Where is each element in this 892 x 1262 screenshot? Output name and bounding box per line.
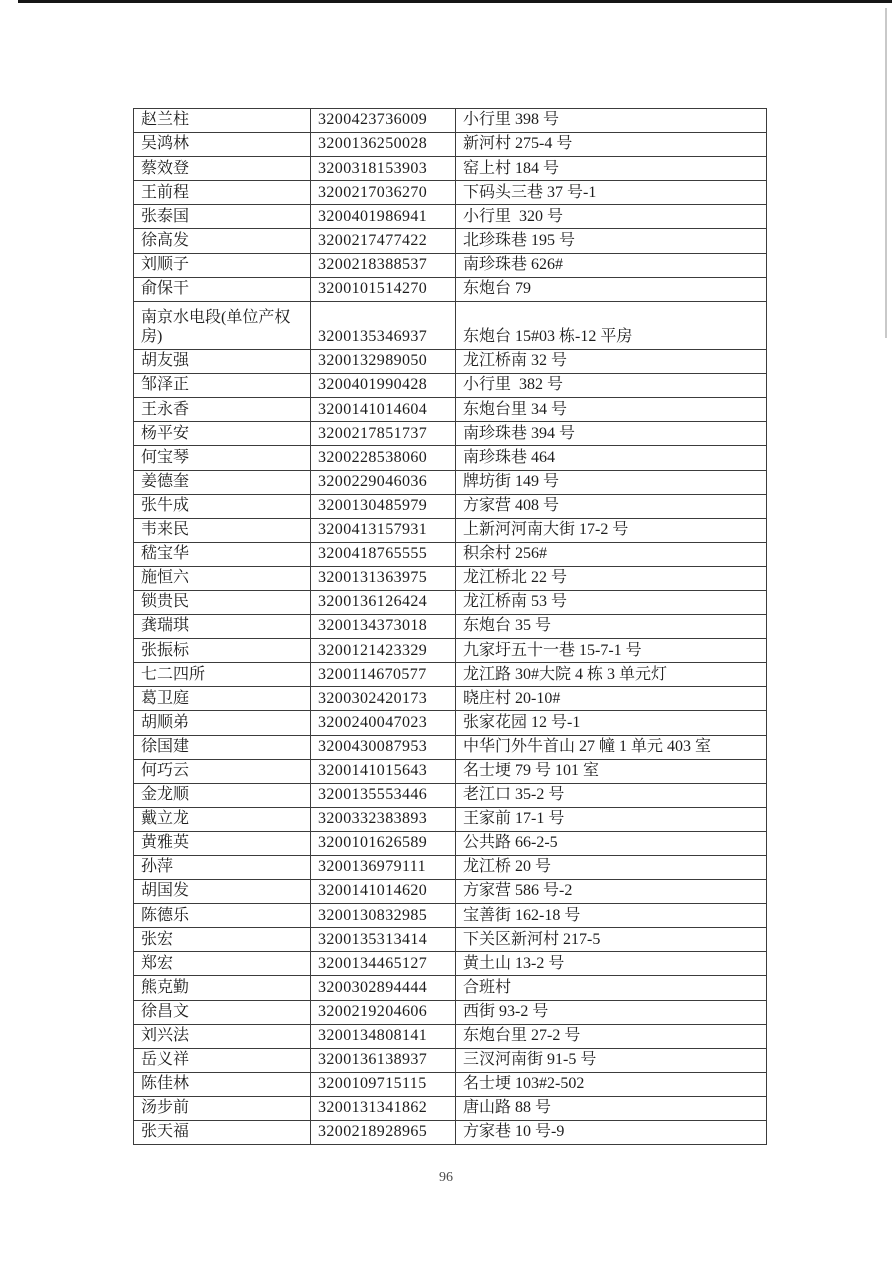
resident-address: 中华门外牛首山 27 幢 1 单元 403 室 — [456, 735, 767, 759]
resident-name: 张振标 — [134, 639, 311, 663]
resident-id: 3200131341862 — [311, 1096, 456, 1120]
resident-table-body — [134, 109, 767, 1145]
resident-id: 3200228538060 — [311, 446, 456, 470]
resident-name: 葛卫庭 — [134, 687, 311, 711]
table-row — [134, 374, 767, 398]
table-row — [134, 1096, 767, 1120]
resident-address: 小行里 320 号 — [456, 205, 767, 229]
resident-id: 3200332383893 — [311, 807, 456, 831]
table-row — [134, 590, 767, 614]
table-row — [134, 157, 767, 181]
table-row — [134, 831, 767, 855]
resident-id: 3200318153903 — [311, 157, 456, 181]
resident-name: 郑宏 — [134, 952, 311, 976]
table-row — [134, 277, 767, 301]
resident-id: 3200131363975 — [311, 566, 456, 590]
resident-name: 张泰国 — [134, 205, 311, 229]
resident-id: 3200219204606 — [311, 1000, 456, 1024]
table-row — [134, 639, 767, 663]
table-row — [134, 807, 767, 831]
resident-name: 嵇宝华 — [134, 542, 311, 566]
table-row — [134, 1072, 767, 1096]
resident-address: 积余村 256# — [456, 542, 767, 566]
table-row — [134, 928, 767, 952]
resident-name: 锁贵民 — [134, 590, 311, 614]
table-row — [134, 398, 767, 422]
resident-address: 名士埂 79 号 101 室 — [456, 759, 767, 783]
table-row — [134, 542, 767, 566]
resident-id: 3200413157931 — [311, 518, 456, 542]
resident-address: 下关区新河村 217-5 — [456, 928, 767, 952]
resident-id: 3200109715115 — [311, 1072, 456, 1096]
resident-name: 徐昌文 — [134, 1000, 311, 1024]
resident-name: 七二四所 — [134, 663, 311, 687]
resident-id: 3200136250028 — [311, 133, 456, 157]
table-row — [134, 687, 767, 711]
resident-address: 名士埂 103#2-502 — [456, 1072, 767, 1096]
resident-address: 宝善街 162-18 号 — [456, 904, 767, 928]
table-row — [134, 904, 767, 928]
resident-name: 邹泽正 — [134, 374, 311, 398]
resident-id: 3200135346937 — [311, 301, 456, 349]
resident-address: 老江口 35-2 号 — [456, 783, 767, 807]
table-row — [134, 229, 767, 253]
resident-table — [133, 108, 767, 1145]
resident-name: 熊克勤 — [134, 976, 311, 1000]
table-row — [134, 301, 767, 349]
table-row — [134, 109, 767, 133]
resident-id: 3200217851737 — [311, 422, 456, 446]
resident-name: 张宏 — [134, 928, 311, 952]
resident-name: 徐高发 — [134, 229, 311, 253]
resident-id: 3200136979111 — [311, 856, 456, 880]
table-row — [134, 976, 767, 1000]
resident-id: 3200141014620 — [311, 880, 456, 904]
resident-name: 龚瑞琪 — [134, 615, 311, 639]
scan-right-edge — [885, 8, 887, 338]
resident-address: 合班村 — [456, 976, 767, 1000]
resident-address: 东炮台 35 号 — [456, 615, 767, 639]
resident-name: 吴鸿林 — [134, 133, 311, 157]
resident-id: 3200135313414 — [311, 928, 456, 952]
table-row — [134, 205, 767, 229]
resident-id: 3200217477422 — [311, 229, 456, 253]
resident-name: 金龙顺 — [134, 783, 311, 807]
resident-name: 戴立龙 — [134, 807, 311, 831]
resident-id: 3200229046036 — [311, 470, 456, 494]
table-row — [134, 1000, 767, 1024]
resident-id: 3200218928965 — [311, 1121, 456, 1145]
resident-address: 方家营 586 号-2 — [456, 880, 767, 904]
table-row — [134, 1024, 767, 1048]
table-row — [134, 181, 767, 205]
resident-address: 窑上村 184 号 — [456, 157, 767, 181]
resident-address: 上新河河南大街 17-2 号 — [456, 518, 767, 542]
resident-id: 3200423736009 — [311, 109, 456, 133]
resident-address: 黄土山 13-2 号 — [456, 952, 767, 976]
resident-address: 龙江桥南 32 号 — [456, 350, 767, 374]
resident-id: 3200240047023 — [311, 711, 456, 735]
resident-name: 孙萍 — [134, 856, 311, 880]
resident-id: 3200136138937 — [311, 1048, 456, 1072]
resident-name: 胡顺弟 — [134, 711, 311, 735]
scan-top-edge — [18, 0, 892, 3]
resident-name: 陈佳林 — [134, 1072, 311, 1096]
table-row — [134, 783, 767, 807]
table-row — [134, 253, 767, 277]
table-row — [134, 1048, 767, 1072]
table-row — [134, 759, 767, 783]
resident-id: 3200130485979 — [311, 494, 456, 518]
resident-id: 3200418765555 — [311, 542, 456, 566]
resident-name: 南京水电段(单位产权房) — [134, 301, 311, 349]
table-row — [134, 711, 767, 735]
resident-name: 岳义祥 — [134, 1048, 311, 1072]
resident-address: 公共路 66-2-5 — [456, 831, 767, 855]
page-number: 96 — [439, 1170, 453, 1185]
resident-name: 赵兰柱 — [134, 109, 311, 133]
resident-id: 3200134373018 — [311, 615, 456, 639]
resident-name: 姜德奎 — [134, 470, 311, 494]
resident-id: 3200132989050 — [311, 350, 456, 374]
table-row — [134, 566, 767, 590]
resident-address: 小行里 398 号 — [456, 109, 767, 133]
resident-id: 3200130832985 — [311, 904, 456, 928]
resident-id: 3200101514270 — [311, 277, 456, 301]
table-row — [134, 856, 767, 880]
resident-address: 南珍珠巷 394 号 — [456, 422, 767, 446]
resident-name: 何宝琴 — [134, 446, 311, 470]
table-row — [134, 952, 767, 976]
resident-address: 小行里 382 号 — [456, 374, 767, 398]
resident-address: 方家巷 10 号-9 — [456, 1121, 767, 1145]
resident-name: 何巧云 — [134, 759, 311, 783]
resident-id: 3200121423329 — [311, 639, 456, 663]
resident-address: 龙江桥南 53 号 — [456, 590, 767, 614]
table-row — [134, 350, 767, 374]
resident-address: 东炮台 15#03 栋-12 平房 — [456, 301, 767, 349]
resident-id: 3200134465127 — [311, 952, 456, 976]
resident-name: 杨平安 — [134, 422, 311, 446]
resident-address: 晓庄村 20-10# — [456, 687, 767, 711]
resident-name: 陈德乐 — [134, 904, 311, 928]
table-row — [134, 735, 767, 759]
resident-address: 东炮台 79 — [456, 277, 767, 301]
resident-id: 3200430087953 — [311, 735, 456, 759]
resident-id: 3200134808141 — [311, 1024, 456, 1048]
resident-name: 汤步前 — [134, 1096, 311, 1120]
resident-name: 张牛成 — [134, 494, 311, 518]
resident-name: 刘兴法 — [134, 1024, 311, 1048]
resident-id: 3200136126424 — [311, 590, 456, 614]
resident-id: 3200101626589 — [311, 831, 456, 855]
table-row — [134, 446, 767, 470]
resident-address: 九家圩五十一巷 15-7-1 号 — [456, 639, 767, 663]
resident-name: 王永香 — [134, 398, 311, 422]
resident-id: 3200302420173 — [311, 687, 456, 711]
resident-id: 3200135553446 — [311, 783, 456, 807]
table-row — [134, 615, 767, 639]
resident-id: 3200218388537 — [311, 253, 456, 277]
resident-name: 黄雅英 — [134, 831, 311, 855]
resident-address: 南珍珠巷 464 — [456, 446, 767, 470]
resident-address: 新河村 275-4 号 — [456, 133, 767, 157]
table-row — [134, 494, 767, 518]
resident-name: 韦来民 — [134, 518, 311, 542]
resident-name: 胡友强 — [134, 350, 311, 374]
resident-name: 刘顺子 — [134, 253, 311, 277]
table-row — [134, 133, 767, 157]
resident-address: 龙江路 30#大院 4 栋 3 单元灯 — [456, 663, 767, 687]
resident-address: 三汊河南街 91-5 号 — [456, 1048, 767, 1072]
table-row — [134, 422, 767, 446]
resident-address: 王家前 17-1 号 — [456, 807, 767, 831]
resident-address: 龙江桥 20 号 — [456, 856, 767, 880]
resident-address: 唐山路 88 号 — [456, 1096, 767, 1120]
resident-address: 北珍珠巷 195 号 — [456, 229, 767, 253]
resident-address: 张家花园 12 号-1 — [456, 711, 767, 735]
resident-address: 东炮台里 34 号 — [456, 398, 767, 422]
resident-address: 下码头三巷 37 号-1 — [456, 181, 767, 205]
table-row — [134, 518, 767, 542]
resident-id: 3200401986941 — [311, 205, 456, 229]
resident-address: 牌坊街 149 号 — [456, 470, 767, 494]
resident-id: 3200141015643 — [311, 759, 456, 783]
resident-id: 3200302894444 — [311, 976, 456, 1000]
resident-name: 施恒六 — [134, 566, 311, 590]
resident-address: 方家营 408 号 — [456, 494, 767, 518]
resident-id: 3200114670577 — [311, 663, 456, 687]
resident-address: 南珍珠巷 626# — [456, 253, 767, 277]
resident-address: 东炮台里 27-2 号 — [456, 1024, 767, 1048]
table-row — [134, 470, 767, 494]
resident-name: 王前程 — [134, 181, 311, 205]
table-row — [134, 1121, 767, 1145]
table-row — [134, 880, 767, 904]
resident-name: 蔡效登 — [134, 157, 311, 181]
resident-name: 张天福 — [134, 1121, 311, 1145]
resident-id: 3200217036270 — [311, 181, 456, 205]
resident-address: 西街 93-2 号 — [456, 1000, 767, 1024]
resident-name: 胡国发 — [134, 880, 311, 904]
resident-name: 徐国建 — [134, 735, 311, 759]
resident-id: 3200401990428 — [311, 374, 456, 398]
resident-address: 龙江桥北 22 号 — [456, 566, 767, 590]
resident-name: 俞保干 — [134, 277, 311, 301]
table-row — [134, 663, 767, 687]
resident-id: 3200141014604 — [311, 398, 456, 422]
